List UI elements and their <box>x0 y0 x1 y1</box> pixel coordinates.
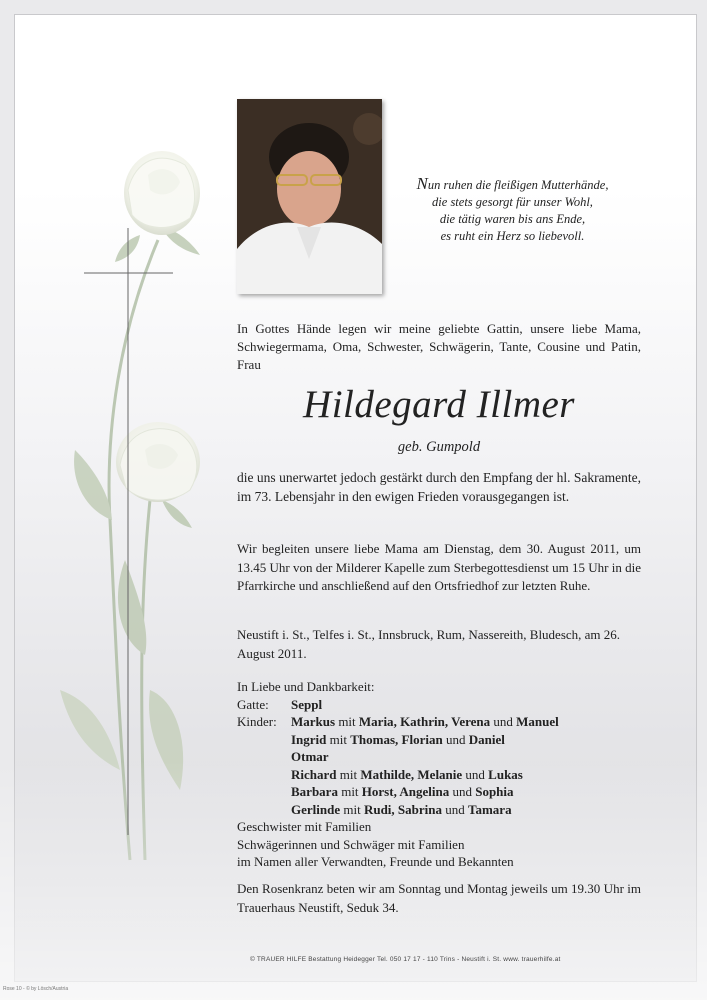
grandchild-name: Lukas <box>488 766 523 782</box>
passing-paragraph: die uns unerwartet jedoch gestärkt durch den Empfang der hl. Sakramente, im 73. Lebensjahr in den ewigen Frieden vorausgegangen ist. <box>237 470 641 504</box>
relatives-line: im Namen aller Verwandten, Freunde und Bekannten <box>237 854 514 869</box>
separator: , <box>444 714 452 729</box>
siblings-line: Geschwister mit Familien <box>237 819 372 834</box>
child-row <box>237 766 641 784</box>
child-name: Richard <box>291 766 337 782</box>
child-row <box>237 748 641 766</box>
child-name: Markus <box>291 714 336 729</box>
child-name: Ingrid <box>291 731 327 747</box>
grandchild-name: Rudi <box>363 801 392 817</box>
grandchild-name: Melanie <box>417 766 463 782</box>
in-laws-line: Schwägerinnen und Schwäger mit Familien <box>237 836 465 852</box>
poem-line-1-text: un ruhen die fleißigen Mutterhände, <box>427 178 609 192</box>
grandchild-name: Horst <box>361 784 394 799</box>
grandchild-name: Sophia <box>475 784 514 799</box>
family-list <box>237 678 641 871</box>
memorial-poem <box>395 175 630 245</box>
children-list <box>237 713 641 818</box>
poem-line-4: es ruht ein Herz so liebevoll. <box>440 229 585 243</box>
places-date-paragraph: Neustift i. St., Telfes i. St., Innsbruck, Rum, Nassereith, Bludesch, am 26. August 2011. <box>237 627 621 661</box>
with-word: mit <box>326 731 351 747</box>
and-word: und <box>442 731 469 747</box>
and-word: und <box>462 766 489 782</box>
poem-line-3: die tätig waren bis ans Ende, <box>439 212 586 226</box>
grandchild-name: Florian <box>401 731 443 747</box>
grandchild-name: Daniel <box>468 731 505 747</box>
portrait-image <box>237 99 382 294</box>
grandchild-name: Angelina <box>399 784 450 799</box>
intro-text: In Gottes Hände legen wir meine geliebte Gattin, unsere liebe Mama, Schwiegermama, Oma, Schwester, Schwägerin, Tante, Cousine und Patin, Frau <box>237 321 641 372</box>
deceased-name: Hildegard Illmer <box>303 383 575 426</box>
with-word: mit <box>340 801 364 817</box>
grandchild-name: Manuel <box>516 714 559 729</box>
image-credit: Rose 10 - © by Lösch/Austria <box>3 986 69 992</box>
grandchild-name: Verena <box>451 714 491 729</box>
grandchild-name: Kathrin <box>400 714 445 729</box>
grandchild-name: Tamara <box>468 801 512 817</box>
funeral-paragraph: Wir begleiten unsere liebe Mama am Dienstag, dem 30. August 2011, um 13.45 Uhr von der Milderer Kapelle zum Sterbegottesdienst um 15 Uhr in die Pfarrkirche und anschließend auf den Ortsfriedhof zur letzten Ruhe. <box>237 541 641 593</box>
child-row <box>237 783 641 801</box>
child-name: Otmar <box>291 749 329 764</box>
poem-line-2: die stets gesorgt für unser Wohl, <box>432 195 593 209</box>
spouse-row <box>237 696 641 714</box>
separator: , <box>393 784 400 799</box>
rosary-paragraph: Den Rosenkranz beten wir am Sonntag und Montag jeweils um 19.30 Uhr im Trauerhaus Neustift, Seduk 34. <box>237 881 641 915</box>
child-name: Gerlinde <box>291 801 341 817</box>
grandchild-name: Sabrina <box>397 801 442 817</box>
separator: , <box>410 766 418 782</box>
children-label: Kinder: <box>237 714 277 729</box>
spouse-name: Seppl <box>291 696 323 712</box>
child-row <box>237 731 641 749</box>
grandchild-name: Mathilde <box>360 766 411 782</box>
separator: , <box>391 801 398 817</box>
with-word: mit <box>337 784 362 799</box>
portrait-photo <box>237 99 382 294</box>
separator: , <box>393 714 401 729</box>
and-word: und <box>442 801 468 817</box>
child-row <box>237 801 641 819</box>
grandchild-name: Maria <box>358 714 394 729</box>
poem-line-1 <box>395 175 630 194</box>
poem-initial: N <box>416 174 428 193</box>
with-word: mit <box>335 714 359 729</box>
separator: , <box>395 731 402 747</box>
and-word: und <box>449 784 476 799</box>
family-heading: In Liebe und Dankbarkeit: <box>237 679 375 694</box>
child-name: Barbara <box>291 784 338 799</box>
birth-name: geb. Gumpold <box>397 439 481 455</box>
with-word: mit <box>336 766 361 782</box>
and-word: und <box>490 714 517 729</box>
spouse-label: Gatte: <box>237 696 269 712</box>
footer-imprint: © TRAUER HILFE Bestattung Heidegger Tel. 050 17 17 - 110 Trins - Neustift i. St. www. trauerhilfe.at <box>250 956 561 963</box>
child-row <box>237 713 641 731</box>
grandchild-name: Thomas <box>350 731 396 747</box>
